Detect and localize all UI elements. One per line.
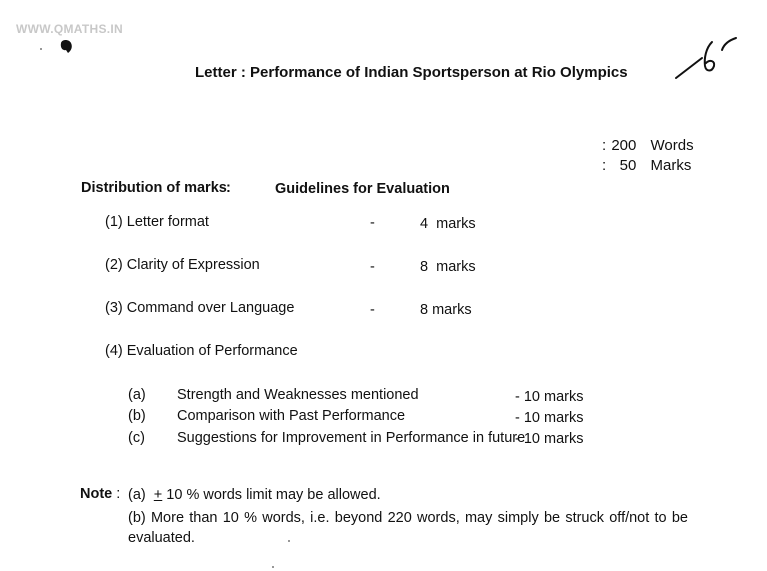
note-label-text: Note (80, 486, 113, 502)
distribution-colon: : (226, 180, 231, 196)
limit-unit: Marks (650, 157, 692, 174)
criteria-item-4 (105, 343, 298, 359)
note-item-b: (b) More than 10 % words, i.e. beyond 220 words, may simply be struck off/not to be evaluated. (128, 510, 688, 546)
item-marks: 8 marks (420, 259, 476, 275)
subitem-letter: (b) (128, 408, 146, 424)
scan-speck (40, 48, 42, 50)
item-number: (3) (105, 300, 123, 316)
subitem-letter: (a) (128, 387, 146, 403)
guidelines-heading: Guidelines for Evaluation (275, 181, 450, 197)
handwritten-mark-drawing (672, 34, 742, 86)
note-item-a (128, 487, 381, 503)
limit-value: 50 (619, 157, 637, 174)
scan-speck (288, 540, 290, 542)
note-colon: : (116, 486, 121, 502)
scan-speck (272, 566, 274, 568)
item-dash: - (370, 215, 375, 231)
item-number: (4) (105, 343, 123, 359)
item-label: Letter format (126, 214, 209, 230)
limit-marks (602, 157, 691, 174)
ink-blot-icon (58, 38, 74, 54)
limit-prefix: : (602, 137, 607, 154)
subitem-marks: - 10 marks (515, 431, 584, 447)
limit-words (602, 137, 694, 154)
subitem-label: Suggestions for Improvement in Performance in future (177, 430, 526, 446)
distribution-label: Distribution of marks (81, 180, 227, 196)
note-label (80, 486, 120, 502)
item-label: Clarity of Expression (126, 257, 260, 273)
note-a-text: 10 % words limit may be allowed. (166, 487, 381, 503)
subitem-letter: (c) (128, 430, 145, 446)
item-number: (2) (105, 257, 123, 273)
page-title: Letter : Performance of Indian Sportsperson at Rio Olympics (195, 64, 628, 81)
subitem-label: Comparison with Past Performance (177, 408, 406, 424)
subitem-label: Strength and Weaknesses mentioned (177, 387, 419, 403)
item-number: (1) (105, 214, 123, 230)
item-label: Evaluation of Performance (126, 343, 298, 359)
watermark-text: WWW.QMATHS.IN (16, 22, 123, 36)
item-marks: 8 marks (420, 302, 472, 318)
item-label: Command over Language (126, 300, 295, 316)
criteria-item-2 (105, 257, 260, 273)
criteria-item-3 (105, 300, 294, 316)
item-marks: 4 marks (420, 216, 476, 232)
note-a-prefix: (a) (128, 487, 146, 503)
criteria-item-1 (105, 214, 209, 230)
limit-unit: Words (650, 137, 694, 154)
limit-value: 200 (611, 137, 637, 154)
limit-prefix: : (602, 157, 607, 174)
subitem-marks: - 10 marks (515, 389, 584, 405)
plus-minus-symbol: + (153, 487, 163, 503)
item-dash: - (370, 302, 375, 318)
subitem-marks: - 10 marks (515, 410, 584, 426)
item-dash: - (370, 259, 375, 275)
